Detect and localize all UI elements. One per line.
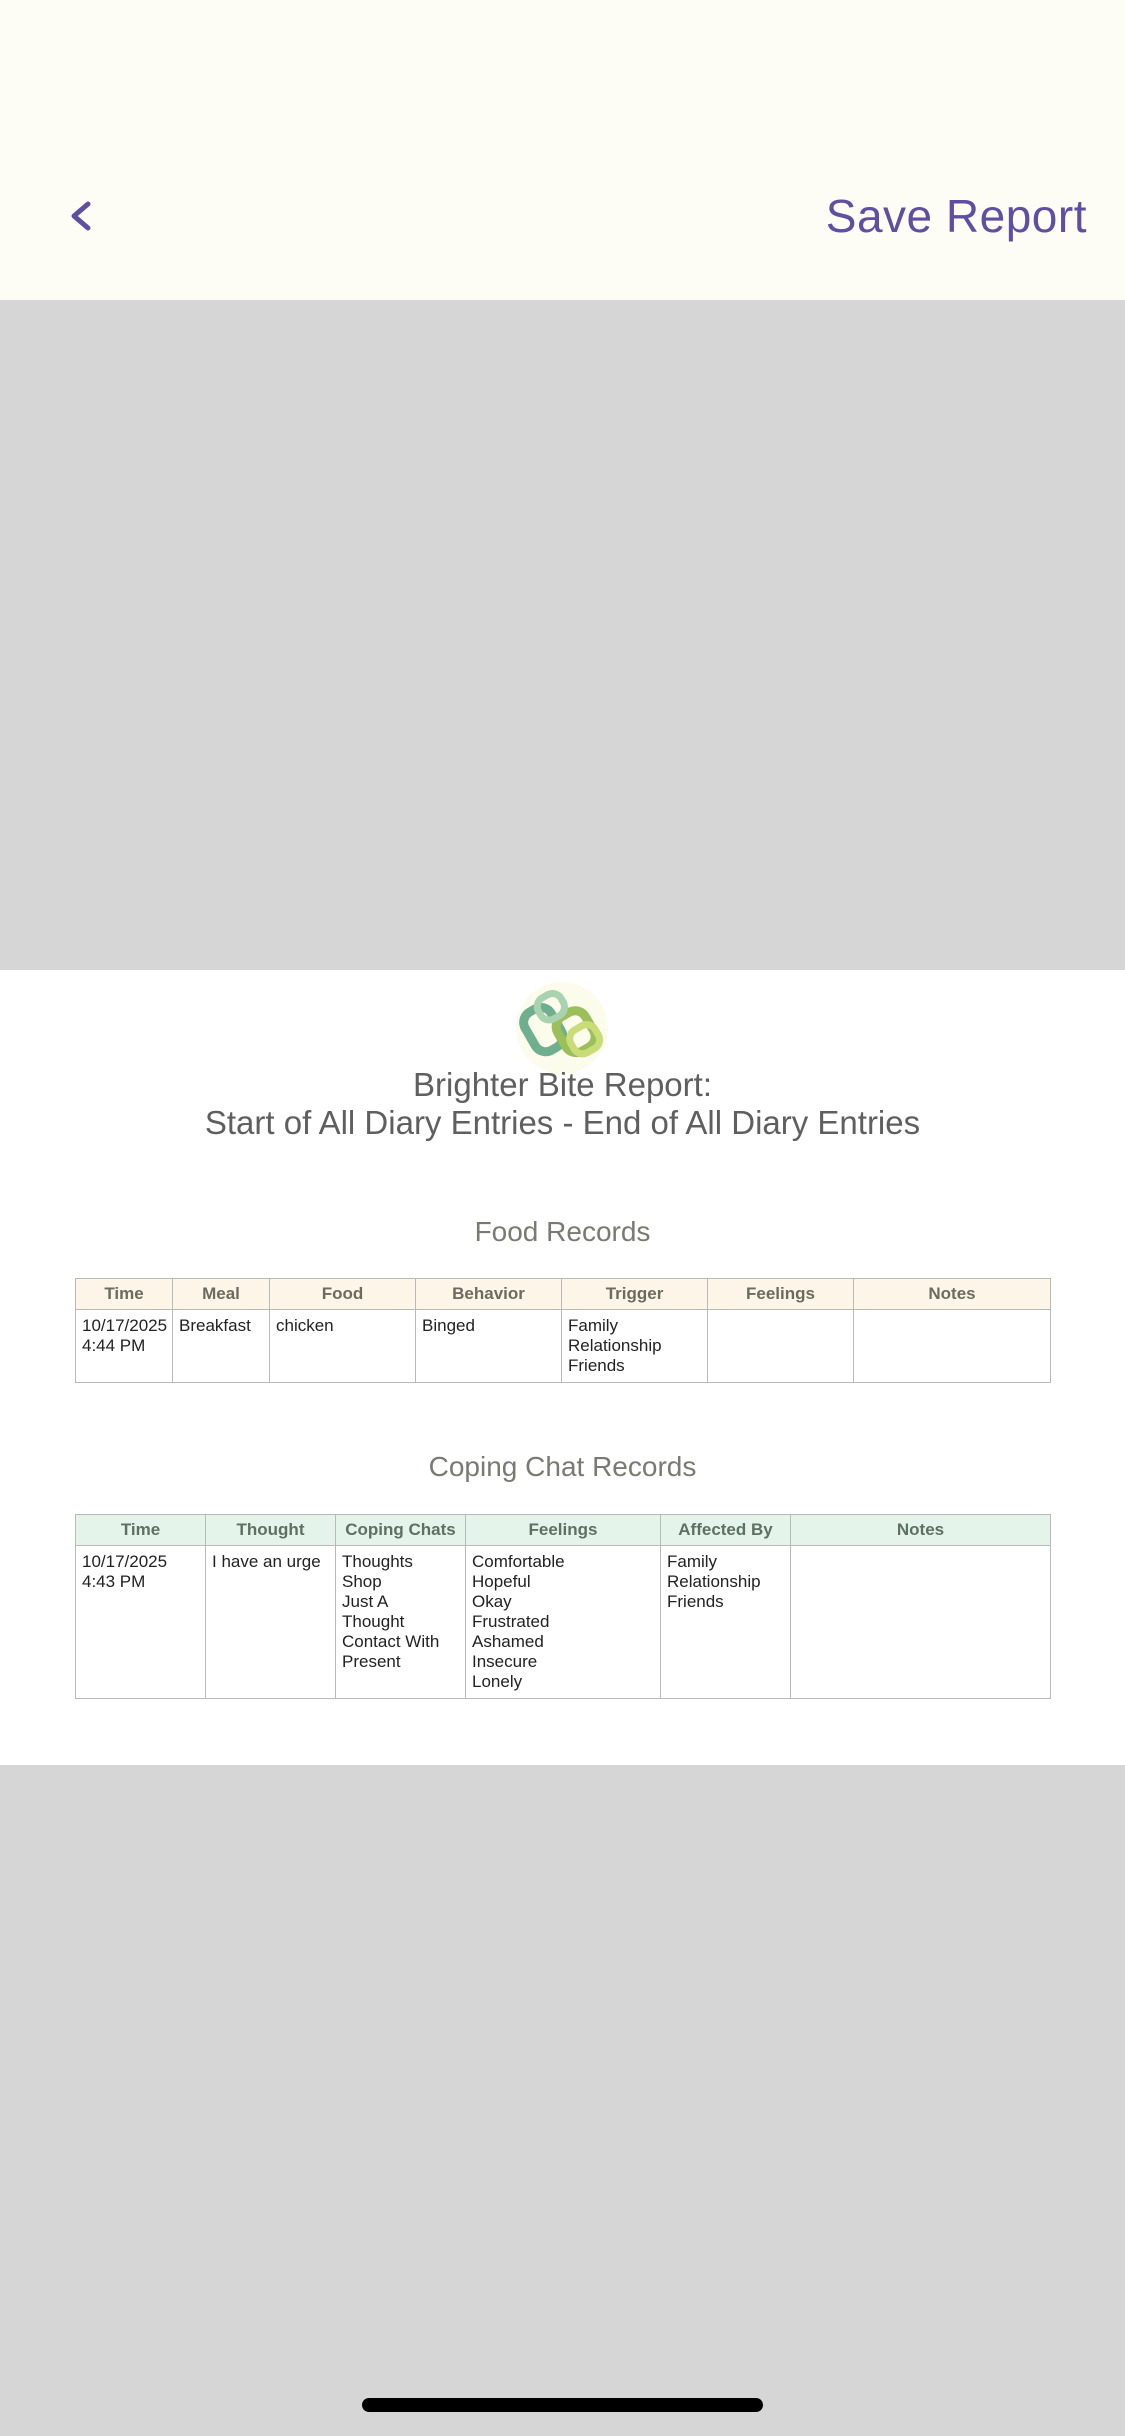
time-cell: 10/17/2025 4:44 PM bbox=[76, 1310, 173, 1383]
top-nav-bar bbox=[0, 0, 1125, 300]
thought-cell: I have an urge bbox=[206, 1546, 336, 1699]
feelings-cell: Comfortable Hopeful Okay Frustrated Ashamed Insecure Lonely bbox=[466, 1546, 661, 1699]
back-button[interactable] bbox=[60, 186, 120, 246]
column-header: Meal bbox=[173, 1279, 270, 1310]
coping-chats-cell: Thoughts Shop Just A Thought Contact With Present bbox=[336, 1546, 466, 1699]
column-header: Time bbox=[76, 1279, 173, 1310]
column-header: Notes bbox=[791, 1515, 1051, 1546]
report-date-range: Start of All Diary Entries - End of All Diary Entries bbox=[204, 1104, 921, 1141]
table-row bbox=[76, 1310, 1051, 1383]
meal-cell: Breakfast bbox=[173, 1310, 270, 1383]
column-header: Thought bbox=[206, 1515, 336, 1546]
notes-cell bbox=[791, 1546, 1051, 1699]
report-preview bbox=[0, 970, 1125, 1765]
affected-by-cell: Family Relationship Friends bbox=[661, 1546, 791, 1699]
table-header-row bbox=[76, 1279, 1051, 1310]
time-cell: 10/17/2025 4:43 PM bbox=[76, 1546, 206, 1699]
column-header: Time bbox=[76, 1515, 206, 1546]
chevron-left-icon bbox=[60, 186, 120, 246]
column-header: Affected By bbox=[661, 1515, 791, 1546]
brighter-bite-logo bbox=[512, 978, 612, 1078]
coping-chat-records-heading: Coping Chat Records bbox=[428, 1451, 697, 1482]
notes-cell bbox=[854, 1310, 1051, 1383]
food-cell: chicken bbox=[270, 1310, 416, 1383]
column-header: Food bbox=[270, 1279, 416, 1310]
behavior-cell: Binged bbox=[416, 1310, 562, 1383]
table-row bbox=[76, 1546, 1051, 1699]
trigger-cell: Family Relationship Friends bbox=[562, 1310, 708, 1383]
table-header-row bbox=[76, 1515, 1051, 1546]
home-indicator[interactable] bbox=[362, 2398, 763, 2412]
feelings-cell bbox=[708, 1310, 854, 1383]
column-header: Notes bbox=[854, 1279, 1051, 1310]
report-title: Brighter Bite Report: bbox=[413, 1066, 712, 1103]
coping-chat-records-table bbox=[75, 1514, 1051, 1699]
column-header: Feelings bbox=[466, 1515, 661, 1546]
save-report-button[interactable]: Save Report bbox=[825, 190, 1087, 242]
column-header: Feelings bbox=[708, 1279, 854, 1310]
column-header: Behavior bbox=[416, 1279, 562, 1310]
column-header: Trigger bbox=[562, 1279, 708, 1310]
column-header: Coping Chats bbox=[336, 1515, 466, 1546]
food-records-table bbox=[75, 1278, 1051, 1383]
food-records-heading: Food Records bbox=[474, 1216, 651, 1247]
